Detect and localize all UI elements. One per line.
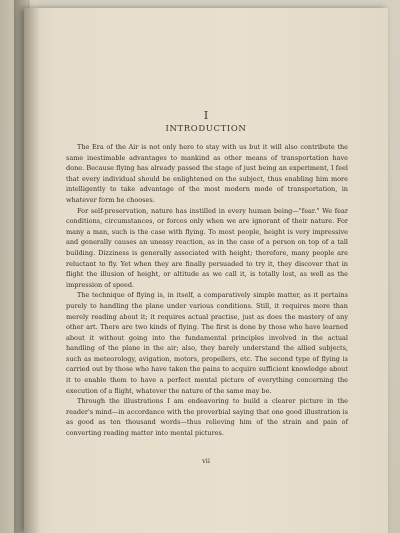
paragraph: For self-preservation, nature has instilled in every human being—"fear." We fear conditions, circumstances, or forces only when we are ignorant of their nature. For many a man, such is the case with flying. To most people, height is very impressive and generally causes an uneasy reaction, as in the case of a person on top of a tall building. Dizziness is generally associated with height; therefore, many people are reluctant to fly. Yet when they are finally persuaded to try it, they discover that in flight the illusion of height, or altitude as we call it, is totally lost, as well as the impression of speed. [66, 206, 348, 289]
paragraph: The technique of flying is, in itself, a comparatively simple matter, as it pertains purely to handling the plane under various conditions. Still, it requires more than merely reading about it; it requires actual practise, just as does the mastery of any other art. There are two kinds of flying. The first is done by those who have learned about it without going into the fundamental principles involved in the actual handling of the plane in the air; also, they barely understand the allied subjects, such as meteorology, avigation, motors, propellers, etc. The second type of flying is carried out by those who have taken the pains to acquire sufficient knowledge about it to enable them to have a perfect mental picture of everything concerning the execution of a flight, whatever the nature of the same may be. [66, 291, 348, 395]
gutter-shadow [24, 8, 40, 533]
paragraph: The Era of the Air is not only here to stay with us but it will also contribute the same inestimable advantages to mankind as other means of transportation have done. Because flying has already passed the stage of just being an experiment, I feel that every individual should be enlightened on the subject, thus enabling him more intelligently to take advantage of the most modern mode of transportation, in whatever form he chooses. [66, 143, 348, 204]
paragraph: Through the illustrations I am endeavoring to build a clearer picture in the reader's mind—in accordance with the proverbial saying that one good illustration is as good as ten thousand words—thus relieving him of the strain and pain of converting reading matter into mental pictures. [66, 397, 348, 438]
body-text [66, 142, 348, 439]
chapter-number: I [203, 109, 209, 122]
chapter-title: INTRODUCTION [165, 124, 247, 134]
page-number: vii [202, 457, 210, 465]
